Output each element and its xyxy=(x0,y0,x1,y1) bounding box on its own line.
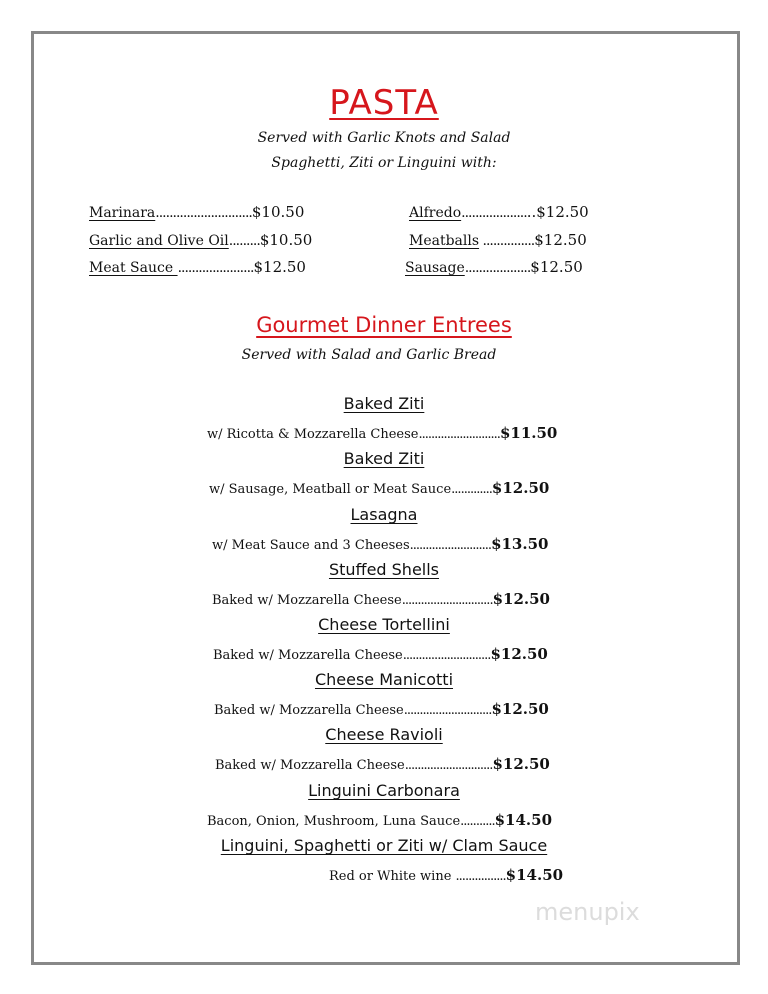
dish-name: Cheese Manicotti xyxy=(314,670,454,689)
pasta-item xyxy=(405,258,583,276)
pasta-item-name: Meat Sauce xyxy=(89,260,178,276)
pasta-item-price: $10.50 xyxy=(259,231,313,249)
dish-price: $12.50 xyxy=(490,645,548,663)
dish-desc-dots: ............................ xyxy=(402,648,491,663)
dish-desc-dots: .......................... xyxy=(409,538,492,553)
pasta-item-name: Alfredo xyxy=(409,205,462,221)
pasta-item-price: ..$12.50 xyxy=(526,203,589,221)
dish-price: $14.50 xyxy=(505,866,564,884)
pasta-item-name: Meatballs xyxy=(409,233,480,249)
dish-name: Baked Ziti xyxy=(343,394,425,413)
dish-price: $11.50 xyxy=(499,424,558,442)
dish-desc-dots: ............................ xyxy=(403,703,492,718)
dish-description xyxy=(215,755,550,773)
pasta-item-price: $12.50 xyxy=(534,231,587,249)
dish-description xyxy=(214,700,549,718)
pasta-item-dots: ......... xyxy=(228,233,260,249)
dish-description xyxy=(329,866,563,884)
dish-name: Cheese Ravioli xyxy=(325,725,443,744)
dish-name: Linguini, Spaghetti or Ziti w/ Clam Sauce xyxy=(220,836,548,855)
dish-price: $12.50 xyxy=(491,479,550,497)
pasta-subtitle-1: Served with Garlic Knots and Salad xyxy=(257,130,511,146)
dish-description xyxy=(213,645,548,663)
dish-desc-text: Baked w/ Mozzarella Cheese xyxy=(212,593,402,608)
dish-desc-text: Bacon, Onion, Mushroom, Luna Sauce xyxy=(207,814,461,829)
pasta-item xyxy=(89,258,306,276)
dish-name: Cheese Tortellini xyxy=(318,615,450,634)
dish-desc-dots: ............................ xyxy=(404,758,493,773)
dish-desc-text: Red or White wine xyxy=(329,869,456,884)
dish-description xyxy=(212,535,548,553)
pasta-item-price: $12.50 xyxy=(530,258,583,276)
dish-desc-text: w/ Ricotta & Mozzarella Cheese xyxy=(207,427,419,442)
pasta-item-dots: ............................ xyxy=(155,205,252,221)
pasta-item-dots: ...................... xyxy=(177,260,254,276)
pasta-item-name: Sausage xyxy=(405,260,465,276)
dish-desc-text: w/ Meat Sauce and 3 Cheeses xyxy=(212,538,410,553)
dish-desc-dots: ................ xyxy=(455,869,506,884)
dish-desc-text: w/ Sausage, Meatball or Meat Sauce xyxy=(209,482,452,497)
pasta-item-price: $10.50 xyxy=(251,203,305,221)
dish-name: Linguini Carbonara xyxy=(308,781,460,800)
dish-name: Baked Ziti xyxy=(343,449,425,468)
pasta-item-dots: ............... xyxy=(479,233,535,249)
dish-name: Stuffed Shells xyxy=(328,560,440,579)
pasta-item xyxy=(89,203,304,221)
entrees-subtitle: Served with Salad and Garlic Bread xyxy=(241,347,497,363)
dish-name: Lasagna xyxy=(350,505,418,524)
pasta-item-name: Garlic and Olive Oil xyxy=(89,233,229,249)
dish-desc-dots: ............................. xyxy=(401,593,493,608)
dish-desc-dots: ........... xyxy=(460,814,495,829)
dish-price: $12.50 xyxy=(491,700,549,718)
pasta-item-price: $12.50 xyxy=(253,258,306,276)
dish-desc-text: Baked w/ Mozzarella Cheese xyxy=(214,703,404,718)
pasta-title: PASTA xyxy=(329,83,439,123)
watermark-logo: menupix xyxy=(535,898,640,926)
pasta-item xyxy=(409,231,587,249)
pasta-subtitle-2: Spaghetti, Ziti or Linguini with: xyxy=(271,155,497,171)
dish-desc-text: Baked w/ Mozzarella Cheese xyxy=(213,648,403,663)
dish-desc-dots: .......................... xyxy=(418,427,500,442)
dish-price: $12.50 xyxy=(492,590,550,608)
dish-description xyxy=(207,811,552,829)
dish-desc-text: Baked w/ Mozzarella Cheese xyxy=(215,758,405,773)
dish-description xyxy=(207,424,557,442)
dish-desc-dots: ............. xyxy=(451,482,492,497)
pasta-item-dots: ................... xyxy=(461,205,527,221)
dish-description xyxy=(209,479,549,497)
pasta-item-name: Marinara xyxy=(89,205,156,221)
pasta-item xyxy=(409,203,589,221)
dish-price: $14.50 xyxy=(494,811,553,829)
pasta-item xyxy=(89,231,312,249)
pasta-item-dots: ................... xyxy=(464,260,531,276)
entrees-title: Gourmet Dinner Entrees xyxy=(256,313,512,337)
dish-description xyxy=(212,590,550,608)
dish-price: $13.50 xyxy=(491,535,549,553)
dish-price: $12.50 xyxy=(492,755,550,773)
